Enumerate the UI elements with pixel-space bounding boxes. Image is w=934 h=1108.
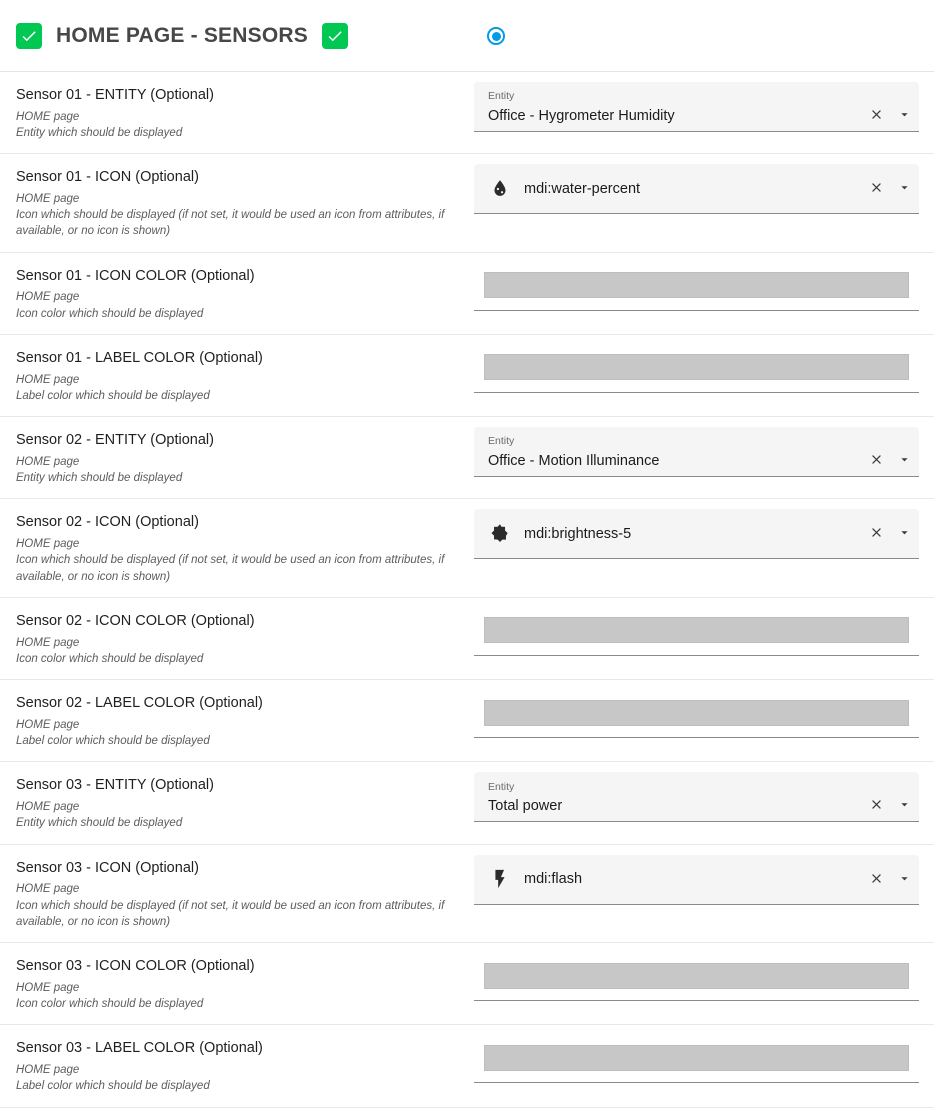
radio-button-selected[interactable]: [484, 24, 508, 48]
field-value: mdi:brightness-5: [524, 525, 632, 542]
radio-outer-ring: [487, 27, 505, 45]
chevron-down-icon[interactable]: [895, 795, 913, 813]
row-control: [474, 263, 934, 311]
row-control: [474, 509, 934, 559]
settings-row: [0, 335, 934, 417]
row-control: [474, 164, 934, 214]
settings-row: [0, 845, 934, 944]
row-help-text: Icon color which should be displayed: [16, 307, 204, 320]
row-description: [0, 345, 474, 408]
color-swatch[interactable]: [484, 700, 909, 726]
row-help-text: Label color which should be displayed: [16, 1080, 210, 1093]
row-title: Sensor 02 - ICON COLOR (Optional): [16, 612, 255, 629]
clear-icon[interactable]: [867, 795, 885, 813]
clear-icon[interactable]: [867, 524, 885, 542]
entity-picker-text: [488, 90, 859, 125]
icon-picker[interactable]: [474, 164, 919, 214]
row-control: [474, 608, 934, 656]
row-description: [0, 164, 474, 244]
clear-icon[interactable]: [867, 179, 885, 197]
row-subtitle: HOME page: [16, 883, 80, 896]
row-subtitle: HOME page: [16, 981, 80, 994]
checkbox-checked-left[interactable]: [16, 23, 42, 49]
color-swatch[interactable]: [484, 354, 909, 380]
chevron-down-icon[interactable]: [895, 105, 913, 123]
row-control: [474, 953, 934, 1001]
row-control: [474, 855, 934, 905]
row-description: [0, 953, 474, 1016]
color-picker[interactable]: [474, 1035, 919, 1083]
row-description: [0, 427, 474, 490]
settings-row: [0, 1025, 934, 1107]
row-control: [474, 82, 934, 132]
row-subtitle: HOME page: [16, 455, 80, 468]
checkbox-checked-right[interactable]: [322, 23, 348, 49]
row-subtitle: HOME page: [16, 537, 80, 550]
entity-picker-text: [488, 781, 859, 816]
row-title: Sensor 01 - LABEL COLOR (Optional): [16, 349, 263, 366]
row-subtitle: HOME page: [16, 291, 80, 304]
row-title: Sensor 03 - ICON (Optional): [16, 859, 199, 876]
row-title: Sensor 03 - LABEL COLOR (Optional): [16, 1040, 263, 1057]
row-description: [0, 772, 474, 835]
field-value: mdi:water-percent: [524, 180, 641, 197]
row-subtitle: HOME page: [16, 1063, 80, 1076]
radio-inner-dot: [492, 32, 501, 41]
row-title: Sensor 02 - LABEL COLOR (Optional): [16, 695, 263, 712]
row-title: Sensor 02 - ICON (Optional): [16, 514, 199, 531]
color-picker[interactable]: [474, 345, 919, 393]
color-picker[interactable]: [474, 690, 919, 738]
flash-icon: [488, 867, 512, 891]
settings-row: [0, 72, 934, 154]
icon-picker[interactable]: [474, 855, 919, 905]
field-label: Entity: [488, 780, 515, 793]
color-picker[interactable]: [474, 263, 919, 311]
entity-picker-text: [488, 435, 859, 470]
field-actions: [867, 795, 913, 815]
row-title: Sensor 02 - ENTITY (Optional): [16, 432, 214, 449]
water-percent-icon: [488, 177, 512, 201]
row-control: [474, 690, 934, 738]
icon-picker-text: [524, 180, 859, 198]
row-description: [0, 82, 474, 145]
row-subtitle: HOME page: [16, 800, 80, 813]
page-header: [0, 0, 934, 72]
row-help-text: Icon which should be displayed (if not set, it would be used an icon from attributes, if available, or no icon is shown): [16, 209, 445, 238]
color-picker[interactable]: [474, 608, 919, 656]
row-help-text: Entity which should be displayed: [16, 472, 183, 485]
clear-icon[interactable]: [867, 105, 885, 123]
row-control: [474, 1035, 934, 1083]
row-help-text: Icon which should be displayed (if not set, it would be used an icon from attributes, if available, or no icon is shown): [16, 899, 445, 928]
row-title: Sensor 01 - ICON COLOR (Optional): [16, 267, 255, 284]
color-picker[interactable]: [474, 953, 919, 1001]
chevron-down-icon[interactable]: [895, 179, 913, 197]
settings-row: [0, 499, 934, 598]
row-title: Sensor 01 - ICON (Optional): [16, 169, 199, 186]
field-value: Office - Motion Illuminance: [488, 453, 660, 470]
row-description: [0, 855, 474, 935]
color-swatch[interactable]: [484, 963, 909, 989]
row-subtitle: HOME page: [16, 636, 80, 649]
chevron-down-icon[interactable]: [895, 524, 913, 542]
field-actions: [867, 869, 913, 889]
row-description: [0, 1035, 474, 1098]
settings-row: [0, 253, 934, 335]
row-help-text: Entity which should be displayed: [16, 126, 183, 139]
row-title: Sensor 03 - ICON COLOR (Optional): [16, 958, 255, 975]
row-title: Sensor 03 - ENTITY (Optional): [16, 777, 214, 794]
row-description: [0, 263, 474, 326]
row-help-text: Icon which should be displayed (if not set, it would be used an icon from attributes, if available, or no icon is shown): [16, 554, 445, 583]
field-label: Entity: [488, 90, 515, 103]
field-label: Entity: [488, 435, 515, 448]
color-swatch[interactable]: [484, 272, 909, 298]
settings-row: [0, 417, 934, 499]
row-subtitle: HOME page: [16, 718, 80, 731]
brightness-5-icon: [488, 522, 512, 546]
row-title: Sensor 01 - ENTITY (Optional): [16, 87, 214, 103]
row-help-text: Icon color which should be displayed: [16, 998, 204, 1011]
row-description: [0, 690, 474, 753]
field-actions: [867, 524, 913, 544]
chevron-down-icon[interactable]: [895, 450, 913, 468]
row-help-text: Entity which should be displayed: [16, 817, 183, 830]
page-title: HOME PAGE - SENSORS: [56, 23, 308, 47]
row-subtitle: HOME page: [16, 192, 80, 205]
settings-row: [0, 943, 934, 1025]
row-help-text: Label color which should be displayed: [16, 735, 210, 748]
row-help-text: Icon color which should be displayed: [16, 652, 204, 665]
row-description: [0, 608, 474, 671]
row-subtitle: HOME page: [16, 110, 80, 123]
row-help-text: Label color which should be displayed: [16, 389, 210, 402]
field-value: Office - Hygrometer Humidity: [488, 107, 675, 124]
settings-row: [0, 762, 934, 844]
row-control: [474, 345, 934, 393]
field-value: mdi:flash: [524, 871, 583, 888]
clear-icon[interactable]: [867, 450, 885, 468]
row-description: [0, 509, 474, 589]
field-actions: [867, 450, 913, 470]
entity-picker[interactable]: [474, 427, 919, 477]
icon-picker-text: [524, 525, 859, 543]
entity-picker[interactable]: [474, 82, 919, 132]
field-actions: [867, 105, 913, 125]
icon-picker[interactable]: [474, 509, 919, 559]
color-swatch[interactable]: [484, 1045, 909, 1071]
field-actions: [867, 179, 913, 199]
row-subtitle: HOME page: [16, 373, 80, 386]
chevron-down-icon[interactable]: [895, 869, 913, 887]
settings-row: [0, 680, 934, 762]
color-swatch[interactable]: [484, 617, 909, 643]
row-control: [474, 427, 934, 477]
settings-row: [0, 598, 934, 680]
icon-picker-text: [524, 870, 859, 888]
entity-picker[interactable]: [474, 772, 919, 822]
clear-icon[interactable]: [867, 869, 885, 887]
row-control: [474, 772, 934, 822]
field-value: Total power: [488, 798, 563, 815]
settings-row: [0, 154, 934, 253]
